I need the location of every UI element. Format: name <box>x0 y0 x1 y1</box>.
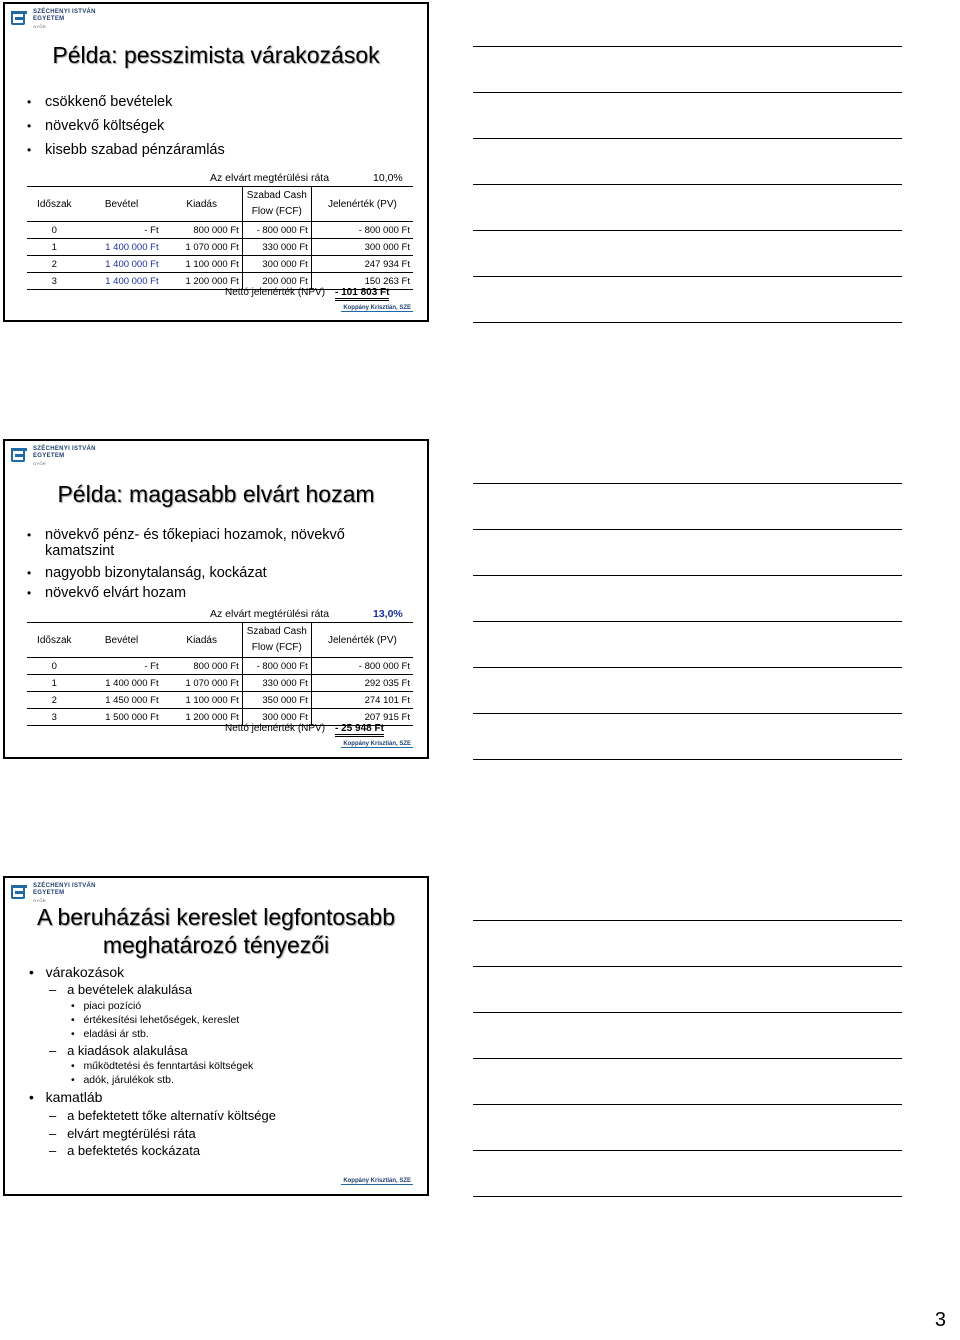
col-header: Szabad Cash Flow (FCF) <box>242 623 311 658</box>
slide-1 <box>3 2 429 322</box>
sub-bullet-item: – a befektetés kockázata <box>49 1143 201 1158</box>
col-header: Kiadás <box>162 623 243 658</box>
sub-bullet-item: – a bevételek alakulása <box>49 982 193 997</box>
col-header: Bevétel <box>82 187 162 222</box>
university-logo: SZÉCHENYI ISTVÁN EGYETEM GYŐR <box>9 882 96 904</box>
bullet-item: • kisebb szabad pénzáramlás <box>27 142 225 158</box>
bullet-list <box>27 94 225 166</box>
sub-bullet-item: – a kiadások alakulása <box>49 1043 188 1058</box>
slide-2 <box>3 439 429 759</box>
npv-value: - 25 948 Ft <box>335 723 384 737</box>
table-row: 2 1 400 000 Ft 1 100 000 Ft 300 000 Ft 247 934 Ft <box>27 256 413 273</box>
logo-icon <box>9 883 29 903</box>
table-row: 0 - Ft 800 000 Ft - 800 000 Ft - 800 000 Ft <box>27 658 413 675</box>
bullet-item: • nagyobb bizonytalanság, kockázat <box>27 565 407 581</box>
bullet-list <box>27 527 407 609</box>
bullet-item: • kamatláb <box>29 1089 103 1105</box>
author-label: Koppány Krisztián, SZE <box>343 741 411 747</box>
table-row: 2 1 450 000 Ft 1 100 000 Ft 350 000 Ft 274 101 Ft <box>27 692 413 709</box>
university-logo: SZÉCHENYI ISTVÁN EGYETEM GYŐR <box>9 8 96 30</box>
slide-title-line-1: A beruházási kereslet legfontosabb <box>36 904 396 930</box>
col-header: Kiadás <box>162 187 243 222</box>
col-header: Bevétel <box>82 623 162 658</box>
bullet-item: • csökkenő bevételek <box>27 94 225 110</box>
list-item: • eladási ár stb. <box>71 1028 149 1040</box>
npv-label: Nettó jelenérték (NPV) <box>225 287 326 298</box>
npv-value: - 101 803 Ft <box>335 287 389 301</box>
bullet-item: • növekvő elvárt hozam <box>27 585 407 601</box>
bullet-item: • növekvő pénz- és tőkepiaci hozamok, növekvő kamatszint <box>27 527 407 559</box>
list-item: • értékesítési lehetőségek, kereslet <box>71 1014 240 1026</box>
slide-title: Példa: magasabb elvárt hozam <box>57 481 375 507</box>
col-header: Időszak <box>27 623 82 658</box>
rate-label: Az elvárt megtérülési ráta <box>210 608 330 620</box>
col-header: Időszak <box>27 187 82 222</box>
rate-value: 10,0% <box>373 172 403 184</box>
bullet-item: • várakozások <box>29 964 125 980</box>
rate-value: 13,0% <box>373 608 403 620</box>
sub-bullet-item: – elvárt megtérülési ráta <box>49 1126 196 1141</box>
col-header: Jelenérték (PV) <box>311 187 413 222</box>
table-row: 3 1 400 000 Ft 1 200 000 Ft 200 000 Ft 150 263 Ft <box>27 273 413 290</box>
slide-title-line-2: meghatározó tényezői <box>102 932 330 958</box>
table-row: 0 - Ft 800 000 Ft - 800 000 Ft - 800 000 Ft <box>27 222 413 239</box>
col-header: Szabad Cash Flow (FCF) <box>242 187 311 222</box>
table-row: 1 1 400 000 Ft 1 070 000 Ft 330 000 Ft 292 035 Ft <box>27 675 413 692</box>
university-logo: SZÉCHENYI ISTVÁN EGYETEM GYŐR <box>9 445 96 467</box>
npv-table <box>27 186 413 290</box>
logo-icon <box>9 9 29 29</box>
slide-title: Példa: pesszimista várakozások <box>52 42 380 68</box>
npv-label: Nettó jelenérték (NPV) <box>225 723 326 734</box>
author-label: Koppány Krisztián, SZE <box>343 305 411 311</box>
bullet-item: • növekvő költségek <box>27 118 225 134</box>
logo-icon <box>9 446 29 466</box>
table-row: 3 1 500 000 Ft 1 200 000 Ft 300 000 Ft 207 915 Ft <box>27 709 413 726</box>
col-header: Jelenérték (PV) <box>311 623 413 658</box>
list-item: • működtetési és fenntartási költségek <box>71 1060 254 1072</box>
page-number: 3 <box>934 1309 946 1331</box>
author-label: Koppány Krisztián, SZE <box>343 1178 411 1184</box>
sub-bullet-item: – a befektetett tőke alternatív költsége <box>49 1108 276 1123</box>
list-item: • adók, járulékok stb. <box>71 1074 174 1086</box>
slide-3 <box>3 876 429 1196</box>
table-row: 1 1 400 000 Ft 1 070 000 Ft 330 000 Ft 300 000 Ft <box>27 239 413 256</box>
list-item: • piaci pozíció <box>71 1000 142 1012</box>
npv-table <box>27 622 413 726</box>
rate-label: Az elvárt megtérülési ráta <box>210 172 330 184</box>
